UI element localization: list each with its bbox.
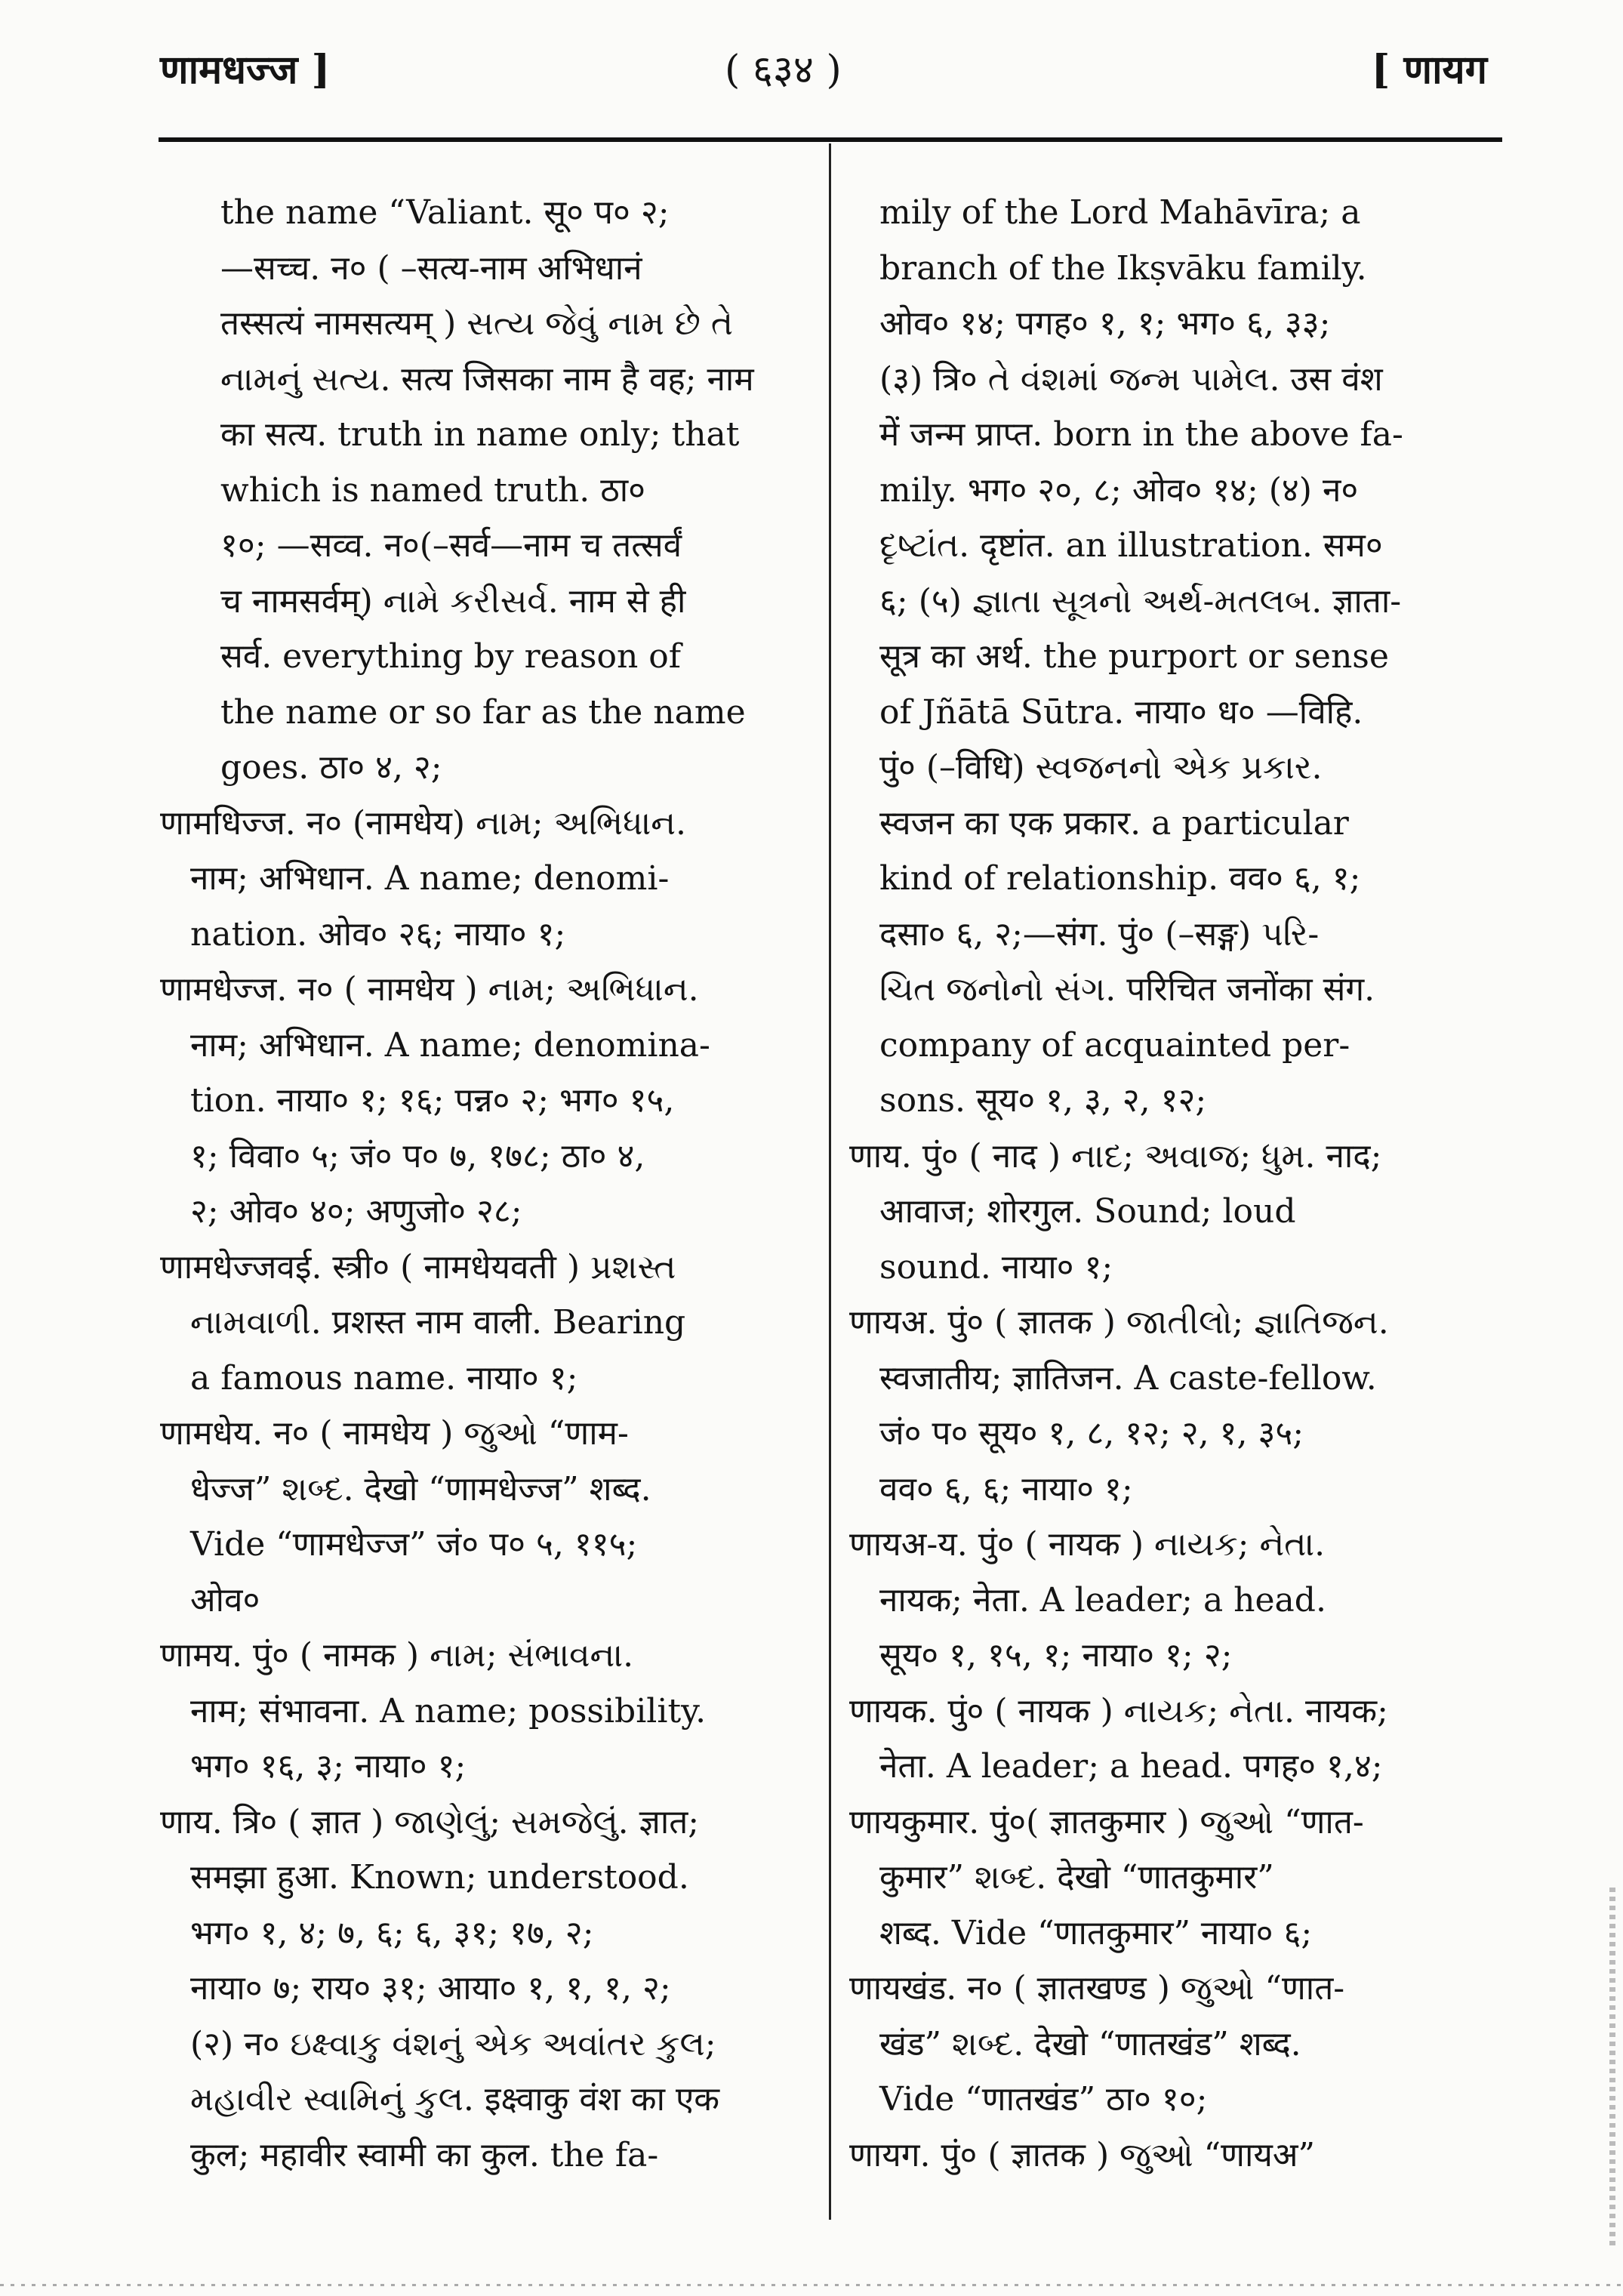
text-line: (२) न० ઇક્ષ્વાકુ વંશનું એક અવાંતર કુલ; [190,2024,716,2063]
text-line: १०; —सव्व. न०(–सर्व—नाम च तत्सर्वं [220,526,682,565]
entry-headword-line: णामधेज्ज. न० ( नामधेय ) નામ; અભિધાન. [160,970,699,1009]
entry-headword-line: णामधेय. न० ( नामधेय ) જુઓ “णाम- [160,1414,629,1453]
text-line: the name or so far as the name [220,692,746,732]
text-line: समझा हुआ. Known; understood. [190,1858,689,1897]
running-head-left: णामधज्ज ] [160,47,331,93]
entry-headword-line: णामधिज्ज. न० (नामधेय) નામ; અભિધાન. [160,803,687,843]
text-line: ચિત જનોનો સંગ. परिचित जनोंका संग. [879,970,1375,1009]
text-line: મહાવીર સ્વામિનું કુલ. इक्ष्वाकु वंश का एक [190,2080,720,2119]
entry-headword-line: णायअ-य. पुं० ( नायक ) નાયક; નેતા. [849,1525,1326,1564]
text-line: Vide “णातखंड” ठा० १०; [879,2080,1208,2119]
text-line: नाम; अभिधान. A name; denomi- [190,859,670,898]
entry-headword-line: णायकुमार. पुं०( ज्ञातकुमार ) જુઓ “णात- [849,1802,1364,1841]
text-line: सूय० १, १५, १; नाया० १; २; [879,1636,1233,1675]
entry-headword-line: णामधेज्जवई. स्त्री० ( नामधेयवती ) પ્રશસ્ત [160,1247,676,1287]
text-line: ओव० १४; पगह० १, १; भग० ६, ३३; [879,304,1331,343]
text-line: mily of the Lord Mahāvīra; a [879,193,1361,232]
text-line: सर्व. everything by reason of [220,637,682,676]
text-line: which is named truth. ठा० [220,470,646,510]
text-line: धेज्ज” શબ્દ. देखो “णामधेज्ज” शब्द. [190,1469,651,1509]
entry-headword-line: णायखंड. न० ( ज्ञातखण्ड ) જુઓ “णात- [849,1969,1345,2008]
entry-headword-line: णायक. पुं० ( नायक ) નાયક; નેતા. नायक; [849,1691,1388,1730]
text-line: १; विवा० ५; जं० प० ७, १७८; ठा० ४, [190,1136,645,1176]
text-line: जं० प० सूय० १, ८, १२; २, १, ३५; [879,1414,1304,1453]
entry-headword-line: णायग. पुं० ( ज्ञातक ) જુઓ “णायअ” [849,2135,1316,2174]
entry-headword-line: णाय. त्रि० ( ज्ञात ) જાણેલું; સમજેલું. ज्ञात; [160,1802,700,1841]
text-line: शब्द. Vide “णातकुमार” नाया० ६; [879,1913,1313,1952]
text-line: company of acquainted per- [879,1025,1350,1065]
text-line: Vide “णामधेज्ज” जं० प० ५, ११५; [190,1525,638,1564]
text-line: (३) त्रि० તે વંશમાં જન્મ પામેલ. उस वंश [879,359,1383,399]
text-line: નામનું સત્ય. सत्य जिसका नाम है वह; नाम [220,359,754,399]
text-line: च नामसर्वम्) નામે કરીસર્વ. नाम से ही [220,581,686,621]
text-line: નામવાળી. प्रशस्त नाम वाली. Bearing [190,1303,686,1342]
text-line: नाया० ७; राय० ३१; आया० १, १, १, २; [190,1969,671,2008]
text-line: नेता. A leader; a head. पगह० १,४; [879,1747,1383,1786]
text-line: का सत्य. truth in name only; that [220,415,740,454]
scan-edge-artifact [1609,1888,1615,2250]
text-line: सूत्र का अर्थ. the purport or sense [879,637,1389,676]
column-divider [829,143,831,2220]
scan-bottom-artifact [0,2284,1623,2286]
text-line: ६; (५) જ્ઞાતા સૂત્રનો અર્થ-મતલબ. ज्ञाता- [879,581,1402,621]
text-line: कुल; महावीर स्वामी का कुल. the fa- [190,2135,659,2174]
text-line: वव० ६, ६; नाया० १; [879,1469,1133,1509]
text-line: भग० १६, ३; नाया० १; [190,1747,467,1786]
text-line: नाम; संभावना. A name; possibility. [190,1691,707,1730]
entry-headword-line: णायअ. पुं० ( ज्ञातक ) જાતીલો; જ્ઞાતિજન. [849,1303,1389,1342]
right-column [849,185,1498,2183]
text-line: દૃષ્ટાંત. दृष्टांत. an illustration. सम० [879,526,1383,565]
text-line: mily. भग० २०, ८; ओव० १४; (४) न० [879,470,1359,510]
text-line: २; ओव० ४०; अणुजो० २८; [190,1192,522,1231]
text-line: पुं० (–विधि) સ્વજનનો એક પ્રકાર. [879,748,1323,787]
text-line: में जन्म प्राप्त. born in the above fa- [879,415,1403,454]
text-line: kind of relationship. वव० ६, १; [879,859,1361,898]
text-line: tion. नाया० १; १६; पन्न० २; भग० १५, [190,1081,675,1120]
entry-headword-line: णामय. पुं० ( नामक ) નામ; સંભાવના. [160,1636,634,1675]
text-line: नाम; अभिधान. A name; denomina- [190,1025,710,1065]
text-line: दसा० ६, २;—संग. पुं० (–सङ्ग) પરિ- [879,914,1320,954]
text-line: कुमार” શબ્દ. देखो “णातकुमार” [879,1858,1274,1897]
left-column [160,185,802,2183]
text-line: स्वजातीय; ज्ञातिजन. A caste-fellow. [879,1358,1377,1398]
text-line: —सच्च. न० ( –सत्य-नाम अभिधानं [220,248,642,288]
text-line: branch of the Ikṣvāku family. [879,248,1367,288]
text-line: goes. ठा० ४, २; [220,748,442,787]
text-line: the name “Valiant. सू० प० २; [220,193,670,232]
text-line: sons. सूय० १, ३, २, १२; [879,1081,1207,1120]
text-line: of Jñātā Sūtra. नाया० ध० —विहि. [879,692,1363,732]
text-line: स्वजन का एक प्रकार. a particular [879,803,1349,843]
text-line: a famous name. नाया० १; [190,1358,578,1398]
running-head-right: [ णायग [1371,47,1487,93]
text-line: नायक; नेता. A leader; a head. [879,1580,1326,1620]
entry-headword-line: णाय. पुं० ( नाद ) નાદ; અવાજ; ધુમ. नाद; [849,1136,1382,1176]
text-line: भग० १, ४; ७, ६; ६, ३१; १७, २; [190,1913,594,1952]
text-line: तस्सत्यं नामसत्यम् ) સત્ય જેવું નામ છે તે [220,304,734,343]
page-number: ( ६३४ ) [725,48,842,93]
text-line: nation. ओव० २६; नाया० १; [190,914,566,954]
text-line: sound. नाया० १; [879,1247,1113,1287]
text-line: ओव० [190,1580,260,1620]
text-line: आवाज; शोरगुल. Sound; loud [879,1192,1296,1231]
text-line: खंड” શબ્દ. देखो “णातखंड” शब्द. [879,2024,1301,2063]
header-rule [159,137,1502,142]
